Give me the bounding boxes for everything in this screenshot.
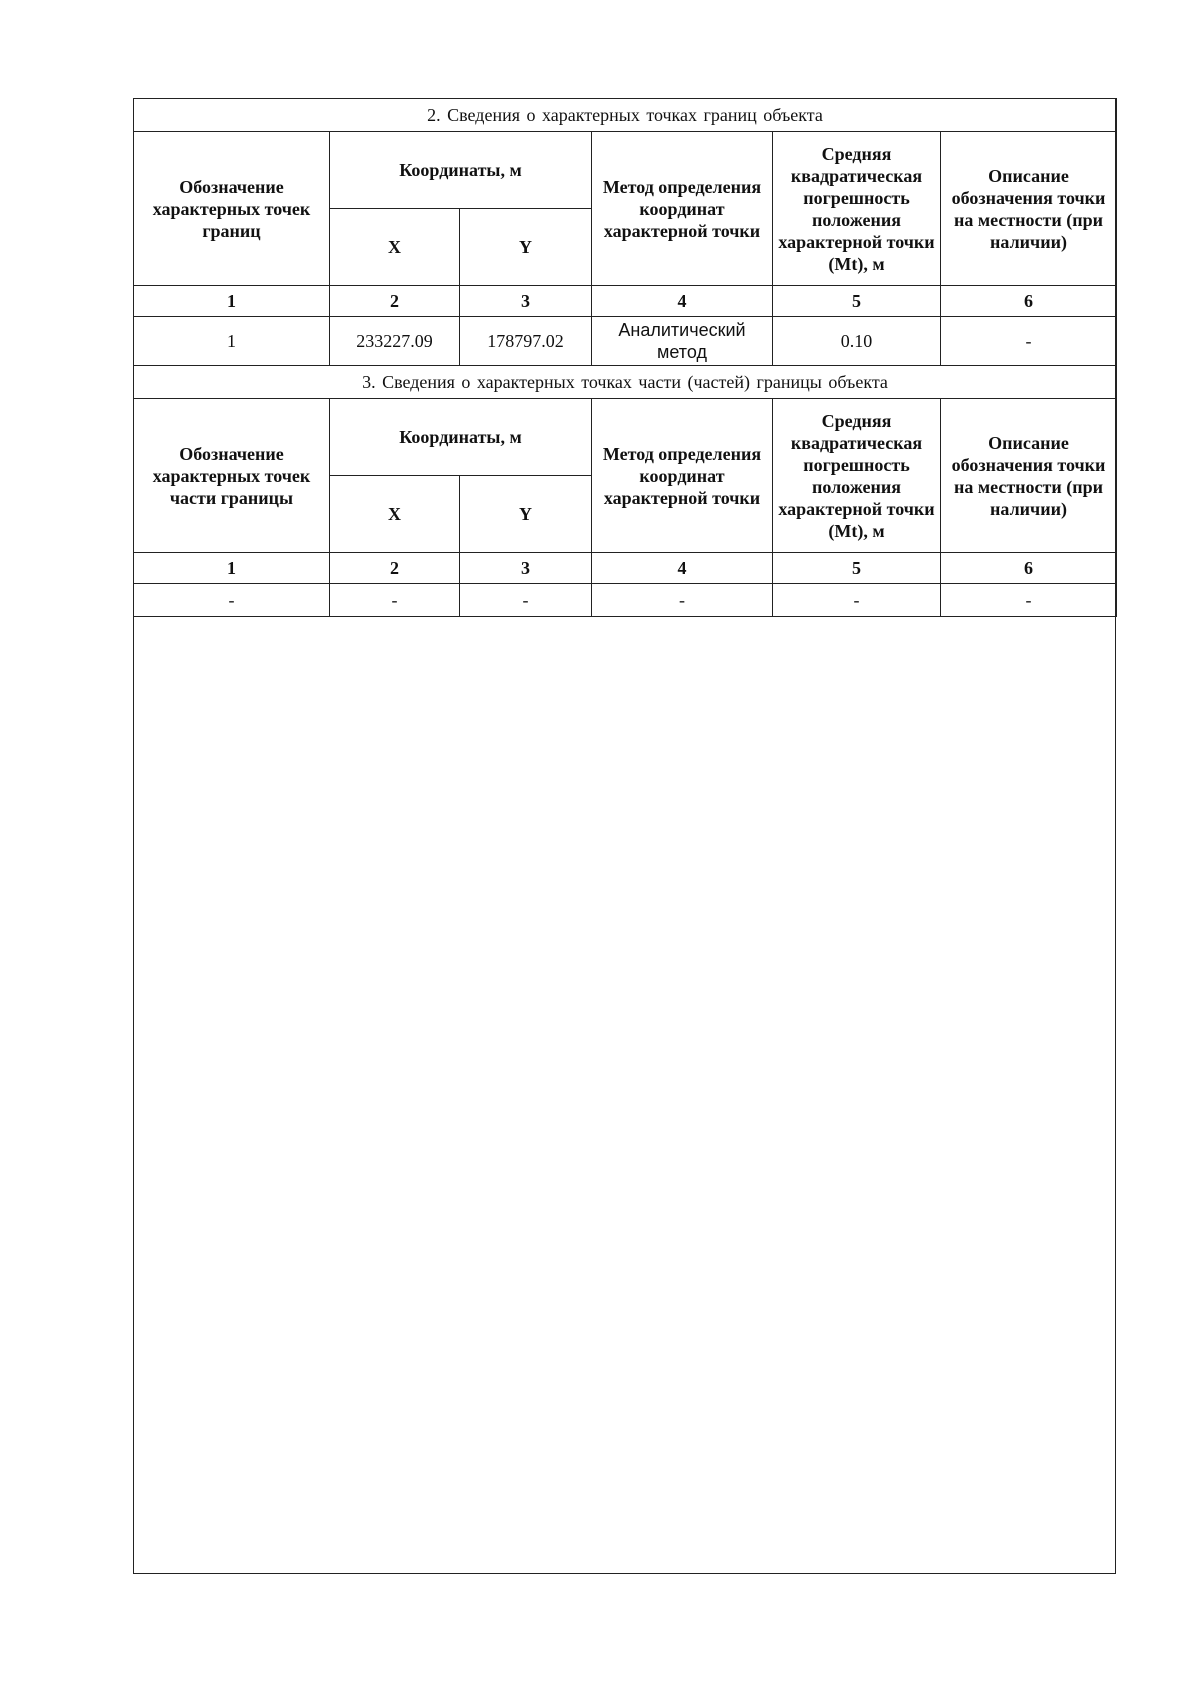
- column-number: 1: [134, 553, 330, 584]
- cell-x: 233227.09: [330, 317, 460, 366]
- header-coordinates: Координаты, м: [330, 399, 592, 476]
- column-number: 3: [460, 553, 592, 584]
- column-number: 6: [941, 553, 1117, 584]
- cell-method: Аналитический метод: [592, 317, 773, 366]
- table-row: [134, 317, 1117, 366]
- header-x: X: [330, 209, 460, 286]
- header-method: Метод определения координат характерной точки: [592, 399, 773, 553]
- cell-point: -: [134, 584, 330, 617]
- header-method: Метод определения координат характерной точки: [592, 132, 773, 286]
- header-description: Описание обозначения точки на местности (при наличии): [941, 399, 1117, 553]
- column-number: 3: [460, 286, 592, 317]
- table-row: [134, 584, 1117, 617]
- header-error: Средняя квадратическая погрешность положения характерной точки (Mt), м: [773, 132, 941, 286]
- column-number: 5: [773, 553, 941, 584]
- cell-method: -: [592, 584, 773, 617]
- cell-description: -: [941, 317, 1117, 366]
- section-2-title: 2. Сведения о характерных точках границ объекта: [134, 99, 1117, 132]
- column-number: 6: [941, 286, 1117, 317]
- boundary-points-table: [133, 98, 1117, 617]
- column-number: 2: [330, 553, 460, 584]
- header-y: Y: [460, 209, 592, 286]
- cell-error: 0.10: [773, 317, 941, 366]
- header-y: Y: [460, 476, 592, 553]
- column-number: 1: [134, 286, 330, 317]
- cell-y: -: [460, 584, 592, 617]
- cell-error: -: [773, 584, 941, 617]
- header-x: X: [330, 476, 460, 553]
- header-description: Описание обозначения точки на местности (при наличии): [941, 132, 1117, 286]
- cell-x: -: [330, 584, 460, 617]
- column-number: 4: [592, 286, 773, 317]
- header-designation: Обозначение характерных точек части границы: [134, 399, 330, 553]
- cell-description: -: [941, 584, 1117, 617]
- section-3-title: 3. Сведения о характерных точках части (частей) границы объекта: [134, 366, 1117, 399]
- header-coordinates: Координаты, м: [330, 132, 592, 209]
- column-number: 4: [592, 553, 773, 584]
- column-number: 2: [330, 286, 460, 317]
- header-error: Средняя квадратическая погрешность положения характерной точки (Mt), м: [773, 399, 941, 553]
- column-number: 5: [773, 286, 941, 317]
- cell-point: 1: [134, 317, 330, 366]
- header-designation: Обозначение характерных точек границ: [134, 132, 330, 286]
- cell-y: 178797.02: [460, 317, 592, 366]
